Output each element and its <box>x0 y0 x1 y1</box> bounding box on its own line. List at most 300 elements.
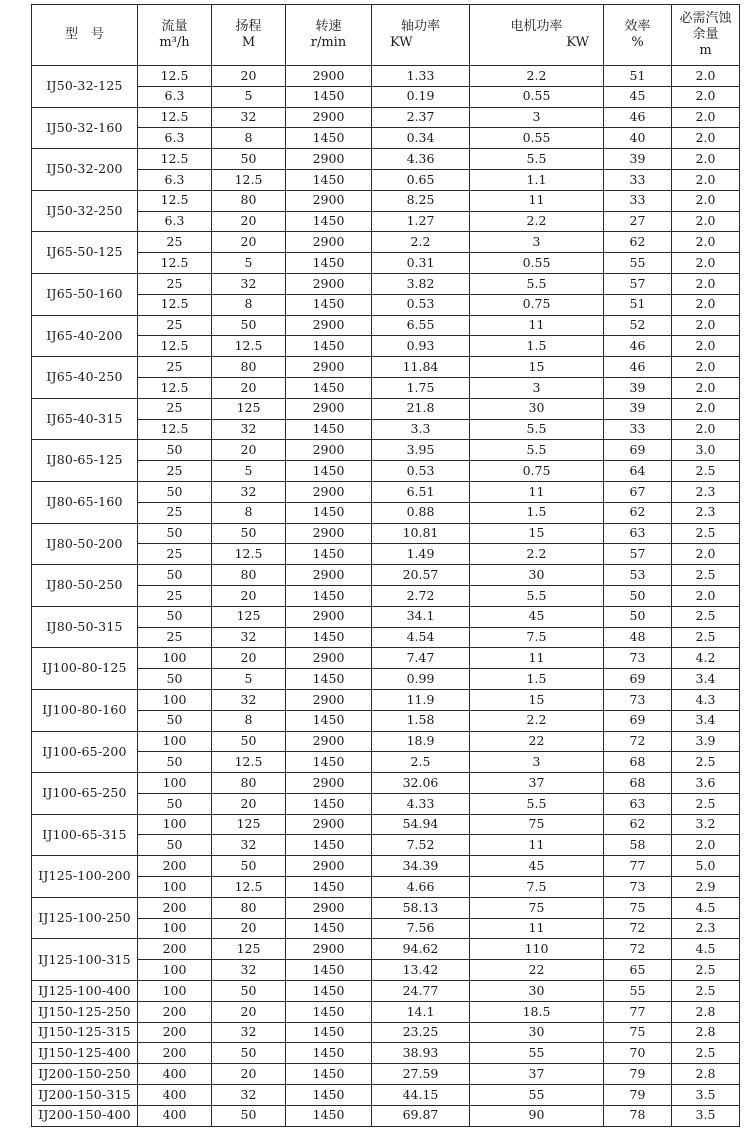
efficiency-cell: 72 <box>604 731 672 752</box>
flow-cell: 50 <box>138 752 212 773</box>
efficiency-cell: 73 <box>604 689 672 710</box>
head-cell: 5 <box>212 86 286 107</box>
shaft-power-cell: 1.27 <box>372 211 470 232</box>
table-row <box>32 107 740 128</box>
efficiency-cell: 77 <box>604 1001 672 1022</box>
speed-cell: 1450 <box>286 981 372 1002</box>
head-cell: 20 <box>212 377 286 398</box>
header-motor-power <box>470 5 604 66</box>
shaft-power-cell: 3.3 <box>372 419 470 440</box>
model-cell: IJ80-50-200 <box>32 523 138 565</box>
npsh-cell: 2.5 <box>672 981 740 1002</box>
efficiency-cell: 62 <box>604 814 672 835</box>
npsh-cell: 3.5 <box>672 1085 740 1106</box>
table-row <box>32 336 740 357</box>
flow-cell: 25 <box>138 357 212 378</box>
speed-cell: 1450 <box>286 627 372 648</box>
table-row <box>32 523 740 544</box>
head-cell: 8 <box>212 502 286 523</box>
flow-cell: 25 <box>138 315 212 336</box>
speed-cell: 2900 <box>286 315 372 336</box>
header-npsh <box>672 5 740 66</box>
head-cell: 32 <box>212 627 286 648</box>
table-row <box>32 793 740 814</box>
header-npsh-label-1: 必需汽蚀 <box>679 10 732 26</box>
table-row <box>32 66 740 87</box>
header-motor-power-unit: KW <box>566 35 589 50</box>
speed-cell: 1450 <box>286 419 372 440</box>
shaft-power-cell: 38.93 <box>372 1043 470 1064</box>
efficiency-cell: 77 <box>604 856 672 877</box>
flow-cell: 12.5 <box>138 253 212 274</box>
header-efficiency-unit: % <box>631 35 644 50</box>
shaft-power-cell: 4.54 <box>372 627 470 648</box>
flow-cell: 12.5 <box>138 190 212 211</box>
motor-power-cell: 45 <box>470 606 604 627</box>
header-flow <box>138 5 212 66</box>
efficiency-cell: 53 <box>604 565 672 586</box>
header-shaft-power <box>372 5 470 66</box>
flow-cell: 50 <box>138 523 212 544</box>
head-cell: 12.5 <box>212 169 286 190</box>
efficiency-cell: 63 <box>604 523 672 544</box>
shaft-power-cell: 23.25 <box>372 1022 470 1043</box>
head-cell: 32 <box>212 1022 286 1043</box>
flow-cell: 50 <box>138 481 212 502</box>
shaft-power-cell: 0.99 <box>372 669 470 690</box>
table-row <box>32 128 740 149</box>
motor-power-cell: 15 <box>470 689 604 710</box>
head-cell: 32 <box>212 689 286 710</box>
header-motor-power-label: 电机功率 <box>510 18 563 34</box>
table-row <box>32 731 740 752</box>
shaft-power-cell: 2.72 <box>372 585 470 606</box>
shaft-power-cell: 44.15 <box>372 1085 470 1106</box>
speed-cell: 2900 <box>286 689 372 710</box>
head-cell: 80 <box>212 357 286 378</box>
motor-power-cell: 37 <box>470 1064 604 1085</box>
efficiency-cell: 68 <box>604 773 672 794</box>
speed-cell: 2900 <box>286 897 372 918</box>
head-cell: 50 <box>212 523 286 544</box>
flow-cell: 200 <box>138 939 212 960</box>
table-row <box>32 315 740 336</box>
shaft-power-cell: 0.88 <box>372 502 470 523</box>
motor-power-cell: 90 <box>470 1105 604 1126</box>
header-flow-label: 流量 <box>161 18 188 34</box>
flow-cell: 6.3 <box>138 211 212 232</box>
npsh-cell: 2.5 <box>672 565 740 586</box>
efficiency-cell: 73 <box>604 877 672 898</box>
npsh-cell: 4.3 <box>672 689 740 710</box>
npsh-cell: 2.5 <box>672 1043 740 1064</box>
shaft-power-cell: 4.36 <box>372 149 470 170</box>
head-cell: 32 <box>212 835 286 856</box>
head-cell: 125 <box>212 814 286 835</box>
speed-cell: 1450 <box>286 461 372 482</box>
head-cell: 8 <box>212 294 286 315</box>
model-cell: IJ65-50-125 <box>32 232 138 274</box>
flow-cell: 50 <box>138 440 212 461</box>
header-model-label: 型 号 <box>64 26 104 42</box>
model-cell: IJ50-32-200 <box>32 149 138 191</box>
model-cell: IJ50-32-250 <box>32 190 138 232</box>
npsh-cell: 2.5 <box>672 606 740 627</box>
table-row <box>32 960 740 981</box>
table-row <box>32 710 740 731</box>
flow-cell: 100 <box>138 814 212 835</box>
motor-power-cell: 11 <box>470 190 604 211</box>
header-npsh-unit: m <box>699 43 712 59</box>
shaft-power-cell: 27.59 <box>372 1064 470 1085</box>
table-row <box>32 502 740 523</box>
motor-power-cell: 30 <box>470 981 604 1002</box>
efficiency-cell: 70 <box>604 1043 672 1064</box>
motor-power-cell: 1.1 <box>470 169 604 190</box>
table-row <box>32 86 740 107</box>
flow-cell: 25 <box>138 273 212 294</box>
motor-power-cell: 30 <box>470 565 604 586</box>
model-cell: IJ150-125-315 <box>32 1022 138 1043</box>
header-model <box>32 5 138 66</box>
model-cell: IJ65-40-315 <box>32 398 138 440</box>
motor-power-cell: 11 <box>470 648 604 669</box>
shaft-power-cell: 0.34 <box>372 128 470 149</box>
efficiency-cell: 39 <box>604 398 672 419</box>
flow-cell: 12.5 <box>138 419 212 440</box>
shaft-power-cell: 34.1 <box>372 606 470 627</box>
head-cell: 5 <box>212 253 286 274</box>
npsh-cell: 3.2 <box>672 814 740 835</box>
table-row <box>32 169 740 190</box>
model-cell: IJ100-65-250 <box>32 773 138 815</box>
npsh-cell: 3.9 <box>672 731 740 752</box>
head-cell: 32 <box>212 273 286 294</box>
header-flow-unit: m³/h <box>159 35 190 50</box>
header-shaft-power-unit: KW <box>390 35 413 50</box>
shaft-power-cell: 8.25 <box>372 190 470 211</box>
speed-cell: 1450 <box>286 918 372 939</box>
npsh-cell: 4.5 <box>672 897 740 918</box>
head-cell: 8 <box>212 710 286 731</box>
speed-cell: 2900 <box>286 565 372 586</box>
motor-power-cell: 55 <box>470 1043 604 1064</box>
motor-power-cell: 75 <box>470 814 604 835</box>
shaft-power-cell: 2.37 <box>372 107 470 128</box>
npsh-cell: 5.0 <box>672 856 740 877</box>
flow-cell: 100 <box>138 918 212 939</box>
head-cell: 20 <box>212 232 286 253</box>
head-cell: 50 <box>212 856 286 877</box>
motor-power-cell: 0.55 <box>470 86 604 107</box>
head-cell: 80 <box>212 565 286 586</box>
motor-power-cell: 2.2 <box>470 211 604 232</box>
shaft-power-cell: 7.52 <box>372 835 470 856</box>
speed-cell: 1450 <box>286 752 372 773</box>
npsh-cell: 2.0 <box>672 128 740 149</box>
efficiency-cell: 63 <box>604 793 672 814</box>
model-cell: IJ200-150-250 <box>32 1064 138 1085</box>
head-cell: 20 <box>212 211 286 232</box>
shaft-power-cell: 18.9 <box>372 731 470 752</box>
speed-cell: 2900 <box>286 523 372 544</box>
motor-power-cell: 7.5 <box>470 627 604 648</box>
table-row <box>32 939 740 960</box>
head-cell: 20 <box>212 918 286 939</box>
flow-cell: 12.5 <box>138 294 212 315</box>
shaft-power-cell: 3.82 <box>372 273 470 294</box>
npsh-cell: 2.0 <box>672 66 740 87</box>
flow-cell: 400 <box>138 1105 212 1126</box>
npsh-cell: 3.4 <box>672 710 740 731</box>
table-row <box>32 648 740 669</box>
table-row <box>32 357 740 378</box>
shaft-power-cell: 0.31 <box>372 253 470 274</box>
flow-cell: 12.5 <box>138 149 212 170</box>
header-head <box>212 5 286 66</box>
shaft-power-cell: 4.66 <box>372 877 470 898</box>
motor-power-cell: 3 <box>470 107 604 128</box>
flow-cell: 25 <box>138 398 212 419</box>
npsh-cell: 2.3 <box>672 502 740 523</box>
table-row <box>32 294 740 315</box>
npsh-cell: 2.0 <box>672 273 740 294</box>
npsh-cell: 2.0 <box>672 149 740 170</box>
model-cell: IJ65-40-250 <box>32 357 138 399</box>
npsh-cell: 2.0 <box>672 357 740 378</box>
table-row <box>32 544 740 565</box>
flow-cell: 200 <box>138 1022 212 1043</box>
speed-cell: 1450 <box>286 336 372 357</box>
efficiency-cell: 48 <box>604 627 672 648</box>
table-row <box>32 981 740 1002</box>
model-cell: IJ80-65-125 <box>32 440 138 482</box>
head-cell: 125 <box>212 398 286 419</box>
head-cell: 32 <box>212 107 286 128</box>
efficiency-cell: 50 <box>604 606 672 627</box>
model-cell: IJ65-40-200 <box>32 315 138 357</box>
npsh-cell: 2.0 <box>672 169 740 190</box>
motor-power-cell: 1.5 <box>470 502 604 523</box>
head-cell: 50 <box>212 981 286 1002</box>
efficiency-cell: 46 <box>604 107 672 128</box>
table-row <box>32 232 740 253</box>
efficiency-cell: 27 <box>604 211 672 232</box>
efficiency-cell: 73 <box>604 648 672 669</box>
shaft-power-cell: 94.62 <box>372 939 470 960</box>
flow-cell: 6.3 <box>138 169 212 190</box>
npsh-cell: 3.0 <box>672 440 740 461</box>
head-cell: 12.5 <box>212 544 286 565</box>
table-row <box>32 752 740 773</box>
speed-cell: 2900 <box>286 731 372 752</box>
npsh-cell: 2.0 <box>672 211 740 232</box>
flow-cell: 50 <box>138 835 212 856</box>
shaft-power-cell: 1.49 <box>372 544 470 565</box>
motor-power-cell: 75 <box>470 897 604 918</box>
efficiency-cell: 55 <box>604 253 672 274</box>
motor-power-cell: 0.55 <box>470 253 604 274</box>
shaft-power-cell: 13.42 <box>372 960 470 981</box>
efficiency-cell: 72 <box>604 939 672 960</box>
efficiency-cell: 62 <box>604 502 672 523</box>
npsh-cell: 4.5 <box>672 939 740 960</box>
table-body <box>32 66 740 1127</box>
npsh-cell: 2.0 <box>672 86 740 107</box>
flow-cell: 100 <box>138 960 212 981</box>
speed-cell: 1450 <box>286 377 372 398</box>
shaft-power-cell: 14.1 <box>372 1001 470 1022</box>
motor-power-cell: 15 <box>470 357 604 378</box>
speed-cell: 2900 <box>286 773 372 794</box>
table-row <box>32 211 740 232</box>
flow-cell: 50 <box>138 606 212 627</box>
flow-cell: 100 <box>138 981 212 1002</box>
npsh-cell: 2.5 <box>672 793 740 814</box>
speed-cell: 1450 <box>286 1085 372 1106</box>
efficiency-cell: 75 <box>604 897 672 918</box>
npsh-cell: 2.8 <box>672 1022 740 1043</box>
table-row <box>32 398 740 419</box>
flow-cell: 25 <box>138 544 212 565</box>
motor-power-cell: 30 <box>470 1022 604 1043</box>
table-row <box>32 1022 740 1043</box>
shaft-power-cell: 2.2 <box>372 232 470 253</box>
efficiency-cell: 69 <box>604 669 672 690</box>
shaft-power-cell: 69.87 <box>372 1105 470 1126</box>
npsh-cell: 2.0 <box>672 315 740 336</box>
flow-cell: 50 <box>138 669 212 690</box>
flow-cell: 50 <box>138 710 212 731</box>
speed-cell: 1450 <box>286 793 372 814</box>
head-cell: 125 <box>212 606 286 627</box>
model-cell: IJ80-50-250 <box>32 565 138 607</box>
motor-power-cell: 1.5 <box>470 336 604 357</box>
header-efficiency <box>604 5 672 66</box>
table-row <box>32 273 740 294</box>
header-head-label: 扬程 <box>235 18 262 34</box>
efficiency-cell: 58 <box>604 835 672 856</box>
head-cell: 12.5 <box>212 752 286 773</box>
model-cell: IJ65-50-160 <box>32 273 138 315</box>
head-cell: 20 <box>212 793 286 814</box>
motor-power-cell: 2.2 <box>470 544 604 565</box>
motor-power-cell: 22 <box>470 731 604 752</box>
speed-cell: 2900 <box>286 606 372 627</box>
motor-power-cell: 2.2 <box>470 710 604 731</box>
efficiency-cell: 46 <box>604 357 672 378</box>
flow-cell: 50 <box>138 793 212 814</box>
speed-cell: 2900 <box>286 273 372 294</box>
shaft-power-cell: 1.33 <box>372 66 470 87</box>
speed-cell: 2900 <box>286 939 372 960</box>
header-speed-label: 转速 <box>315 18 342 34</box>
npsh-cell: 2.3 <box>672 918 740 939</box>
head-cell: 20 <box>212 648 286 669</box>
head-cell: 80 <box>212 190 286 211</box>
speed-cell: 2900 <box>286 107 372 128</box>
speed-cell: 1450 <box>286 253 372 274</box>
efficiency-cell: 39 <box>604 149 672 170</box>
head-cell: 32 <box>212 481 286 502</box>
flow-cell: 6.3 <box>138 86 212 107</box>
flow-cell: 100 <box>138 773 212 794</box>
header-row <box>32 5 740 66</box>
motor-power-cell: 3 <box>470 377 604 398</box>
speed-cell: 1450 <box>286 585 372 606</box>
shaft-power-cell: 7.56 <box>372 918 470 939</box>
table-row <box>32 253 740 274</box>
npsh-cell: 2.0 <box>672 190 740 211</box>
efficiency-cell: 33 <box>604 169 672 190</box>
table-header <box>32 5 740 66</box>
flow-cell: 12.5 <box>138 336 212 357</box>
motor-power-cell: 7.5 <box>470 877 604 898</box>
speed-cell: 1450 <box>286 1105 372 1126</box>
model-cell: IJ100-80-160 <box>32 689 138 731</box>
npsh-cell: 2.5 <box>672 461 740 482</box>
motor-power-cell: 55 <box>470 1085 604 1106</box>
speed-cell: 1450 <box>286 1043 372 1064</box>
efficiency-cell: 40 <box>604 128 672 149</box>
model-cell: IJ50-32-160 <box>32 107 138 149</box>
motor-power-cell: 11 <box>470 315 604 336</box>
flow-cell: 12.5 <box>138 66 212 87</box>
model-cell: IJ100-80-125 <box>32 648 138 690</box>
speed-cell: 1450 <box>286 1001 372 1022</box>
efficiency-cell: 68 <box>604 752 672 773</box>
head-cell: 50 <box>212 1043 286 1064</box>
shaft-power-cell: 24.77 <box>372 981 470 1002</box>
npsh-cell: 2.0 <box>672 253 740 274</box>
efficiency-cell: 64 <box>604 461 672 482</box>
head-cell: 80 <box>212 897 286 918</box>
motor-power-cell: 5.5 <box>470 440 604 461</box>
motor-power-cell: 15 <box>470 523 604 544</box>
efficiency-cell: 51 <box>604 66 672 87</box>
shaft-power-cell: 6.51 <box>372 481 470 502</box>
shaft-power-cell: 20.57 <box>372 565 470 586</box>
efficiency-cell: 69 <box>604 440 672 461</box>
shaft-power-cell: 1.58 <box>372 710 470 731</box>
head-cell: 50 <box>212 315 286 336</box>
flow-cell: 50 <box>138 565 212 586</box>
header-speed-unit: r/min <box>310 35 347 50</box>
motor-power-cell: 0.75 <box>470 294 604 315</box>
table-row <box>32 689 740 710</box>
motor-power-cell: 3 <box>470 232 604 253</box>
efficiency-cell: 69 <box>604 710 672 731</box>
npsh-cell: 2.0 <box>672 336 740 357</box>
speed-cell: 2900 <box>286 856 372 877</box>
shaft-power-cell: 7.47 <box>372 648 470 669</box>
flow-cell: 25 <box>138 232 212 253</box>
shaft-power-cell: 4.33 <box>372 793 470 814</box>
flow-cell: 200 <box>138 1001 212 1022</box>
table-row <box>32 585 740 606</box>
head-cell: 20 <box>212 585 286 606</box>
motor-power-cell: 2.2 <box>470 66 604 87</box>
table-row <box>32 1085 740 1106</box>
npsh-cell: 2.3 <box>672 481 740 502</box>
efficiency-cell: 79 <box>604 1064 672 1085</box>
speed-cell: 1450 <box>286 502 372 523</box>
flow-cell: 25 <box>138 502 212 523</box>
efficiency-cell: 46 <box>604 336 672 357</box>
flow-cell: 400 <box>138 1085 212 1106</box>
speed-cell: 1450 <box>286 294 372 315</box>
motor-power-cell: 5.5 <box>470 149 604 170</box>
